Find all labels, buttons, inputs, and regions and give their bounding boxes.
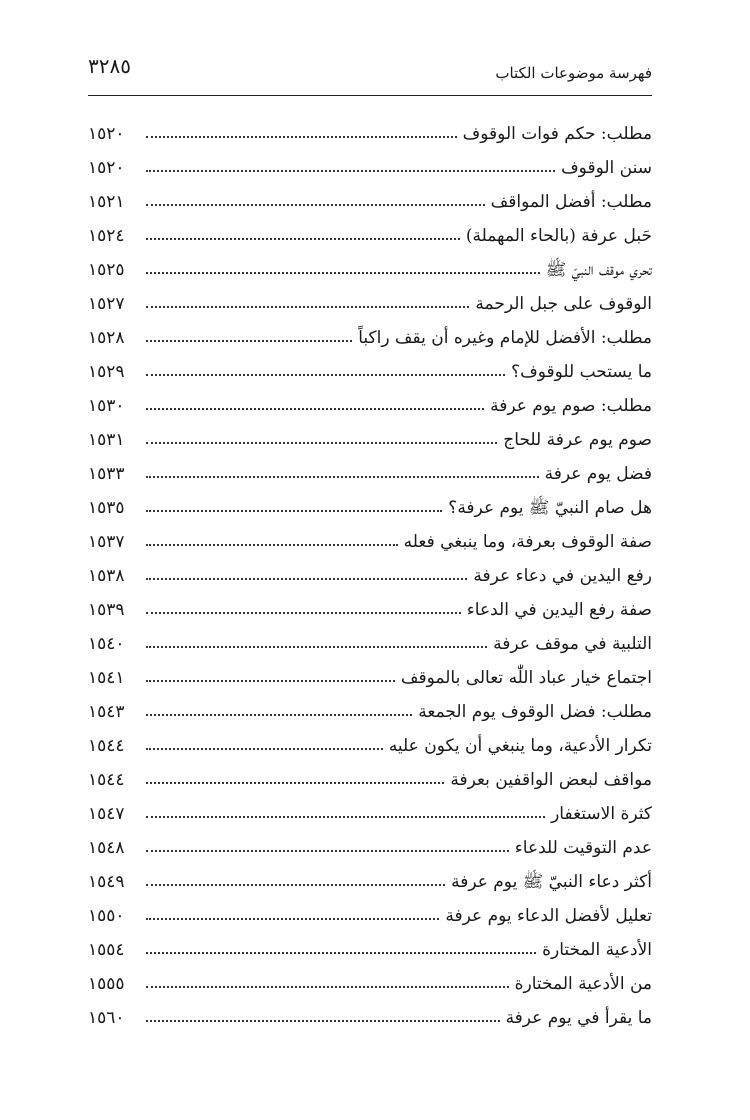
toc-entry-page: ١٥٤٤ — [88, 770, 125, 790]
toc-entry-page: ١٥٢٥ — [88, 260, 125, 280]
toc-entry-page: ١٥٤٩ — [88, 872, 125, 892]
toc-entry-page: ١٥٣٣ — [88, 464, 125, 484]
dot-leader — [146, 986, 509, 988]
dot-leader — [146, 578, 467, 580]
dot-leader — [146, 476, 539, 478]
toc-entry-title: اجتماع خيار عباد اللّٰه تعالى بالموقف — [400, 668, 652, 688]
toc-entry — [88, 593, 652, 627]
page-header — [88, 50, 652, 90]
dot-leader — [146, 918, 439, 920]
dot-leader — [146, 816, 545, 818]
dot-leader — [146, 748, 383, 750]
toc-entry-title: الوقوف على جبل الرحمة — [475, 294, 652, 314]
toc-entry — [88, 253, 652, 287]
toc-entry-page: ١٥٣٨ — [88, 566, 125, 586]
toc-entry — [88, 831, 652, 865]
dot-leader — [146, 884, 445, 886]
dot-leader — [146, 782, 444, 784]
toc-entry-page: ١٥٢١ — [88, 192, 125, 212]
toc-entry-page: ١٥٢٨ — [88, 328, 125, 348]
toc-entry-page: ١٥٦٠ — [88, 1008, 125, 1028]
toc-entry-title: صفة الوقوف بعرفة، وما ينبغي فعله — [403, 532, 652, 552]
toc-entry — [88, 185, 652, 219]
dot-leader — [146, 408, 484, 410]
toc-entry — [88, 797, 652, 831]
toc-entry-page: ١٥٤٧ — [88, 804, 125, 824]
toc-entry — [88, 151, 652, 185]
toc-entry-page: ١٥٣٩ — [88, 600, 125, 620]
table-of-contents — [88, 117, 652, 1035]
toc-entry-title: حَبل عرفة (بالحاء المهملة) — [465, 226, 652, 246]
toc-entry-page: ١٥٤١ — [88, 668, 125, 688]
toc-entry — [88, 525, 652, 559]
header-divider — [88, 95, 652, 96]
dot-leader — [146, 714, 412, 716]
toc-entry-page: ١٥٣٧ — [88, 532, 125, 552]
toc-entry — [88, 1001, 652, 1035]
dot-leader — [146, 374, 505, 376]
toc-entry — [88, 865, 652, 899]
dot-leader — [146, 544, 398, 546]
toc-entry-title: مواقف لبعض الواقفين بعرفة — [450, 770, 652, 790]
dot-leader — [146, 136, 457, 138]
toc-entry — [88, 559, 652, 593]
toc-entry-page: ١٥٢٠ — [88, 158, 125, 178]
toc-entry-page: ١٥٥٠ — [88, 906, 125, 926]
toc-entry — [88, 321, 652, 355]
toc-entry-page: ١٥٤٣ — [88, 702, 125, 722]
toc-entry-title: رفع اليدين في دعاء عرفة — [473, 566, 652, 586]
toc-entry-page: ١٥٤٤ — [88, 736, 125, 756]
toc-entry — [88, 219, 652, 253]
toc-entry-title: صفة رفع اليدين في الدعاء — [466, 600, 652, 620]
toc-entry-page: ١٥٤٨ — [88, 838, 125, 858]
toc-entry-title: صوم يوم عرفة للحاج — [503, 430, 652, 450]
toc-entry-title: كثرة الاستغفار — [551, 804, 652, 824]
page-number: ٣٢٨٥ — [88, 54, 131, 78]
toc-entry-title: من الأدعية المختارة — [514, 974, 652, 994]
toc-entry — [88, 729, 652, 763]
toc-entry-page: ١٥٢٧ — [88, 294, 125, 314]
toc-entry — [88, 933, 652, 967]
dot-leader — [146, 306, 469, 308]
toc-entry — [88, 627, 652, 661]
dot-leader — [146, 680, 395, 682]
toc-entry — [88, 355, 652, 389]
toc-entry-title: سنن الوقوف — [561, 158, 652, 178]
toc-entry — [88, 491, 652, 525]
toc-entry — [88, 695, 652, 729]
toc-entry — [88, 899, 652, 933]
running-title: فهرسة موضوعات الكتاب — [495, 64, 652, 82]
toc-entry — [88, 117, 652, 151]
dot-leader — [146, 170, 555, 172]
dot-leader — [146, 952, 536, 954]
toc-entry-title: أكثر دعاء النبيّ ﷺ يوم عرفة — [451, 872, 652, 892]
dot-leader — [146, 612, 461, 614]
dot-leader — [146, 850, 509, 852]
dot-leader — [146, 272, 540, 274]
toc-entry-title: مطلب: حكم فوات الوقوف — [462, 124, 652, 144]
toc-entry — [88, 967, 652, 1001]
toc-entry-title: مطلب: صوم يوم عرفة — [490, 396, 652, 416]
toc-entry-title: تكرار الأدعية، وما ينبغي أن يكون عليه — [388, 736, 652, 756]
toc-entry-page: ١٥٥٥ — [88, 974, 125, 994]
toc-entry-title: ما يقرأ في يوم عرفة — [505, 1008, 652, 1028]
toc-entry-title: التلبية في موقف عرفة — [493, 634, 652, 654]
dot-leader — [146, 340, 352, 342]
toc-entry-title: مطلب: فضل الوقوف يوم الجمعة — [418, 702, 652, 722]
toc-entry-title: تحري موقف النبيّ ﷺ — [545, 260, 652, 280]
toc-entry-page: ١٥٥٤ — [88, 940, 125, 960]
toc-entry — [88, 423, 652, 457]
toc-entry-title: فضل يوم عرفة — [544, 464, 652, 484]
toc-entry-title: هل صام النبيّ ﷺ يوم عرفة؟ — [448, 498, 652, 518]
toc-entry-title: مطلب: أفضل المواقف — [490, 192, 652, 212]
dot-leader — [146, 238, 460, 240]
toc-entry-page: ١٥٤٠ — [88, 634, 125, 654]
dot-leader — [146, 510, 442, 512]
toc-entry-page: ١٥٣١ — [88, 430, 125, 450]
toc-entry-title: عدم التوقيت للدعاء — [514, 838, 652, 858]
toc-entry-page: ١٥٢٤ — [88, 226, 125, 246]
toc-entry-title: مطلب: الأفضل للإمام وغيره أن يقف راكباً — [358, 328, 652, 348]
toc-entry — [88, 389, 652, 423]
toc-entry-page: ١٥٣٥ — [88, 498, 125, 518]
toc-entry-page: ١٥٣٠ — [88, 396, 125, 416]
toc-entry — [88, 287, 652, 321]
dot-leader — [146, 442, 497, 444]
toc-entry — [88, 763, 652, 797]
dot-leader — [146, 204, 485, 206]
toc-entry — [88, 661, 652, 695]
toc-entry-title: الأدعية المختارة — [542, 940, 652, 960]
toc-entry-title: تعليل لأفضل الدعاء يوم عرفة — [445, 906, 652, 926]
toc-entry-title: ما يستحب للوقوف؟ — [511, 362, 652, 382]
dot-leader — [146, 1020, 500, 1022]
toc-entry-page: ١٥٢٠ — [88, 124, 125, 144]
toc-entry-page: ١٥٢٩ — [88, 362, 125, 382]
toc-entry — [88, 457, 652, 491]
dot-leader — [146, 646, 487, 648]
